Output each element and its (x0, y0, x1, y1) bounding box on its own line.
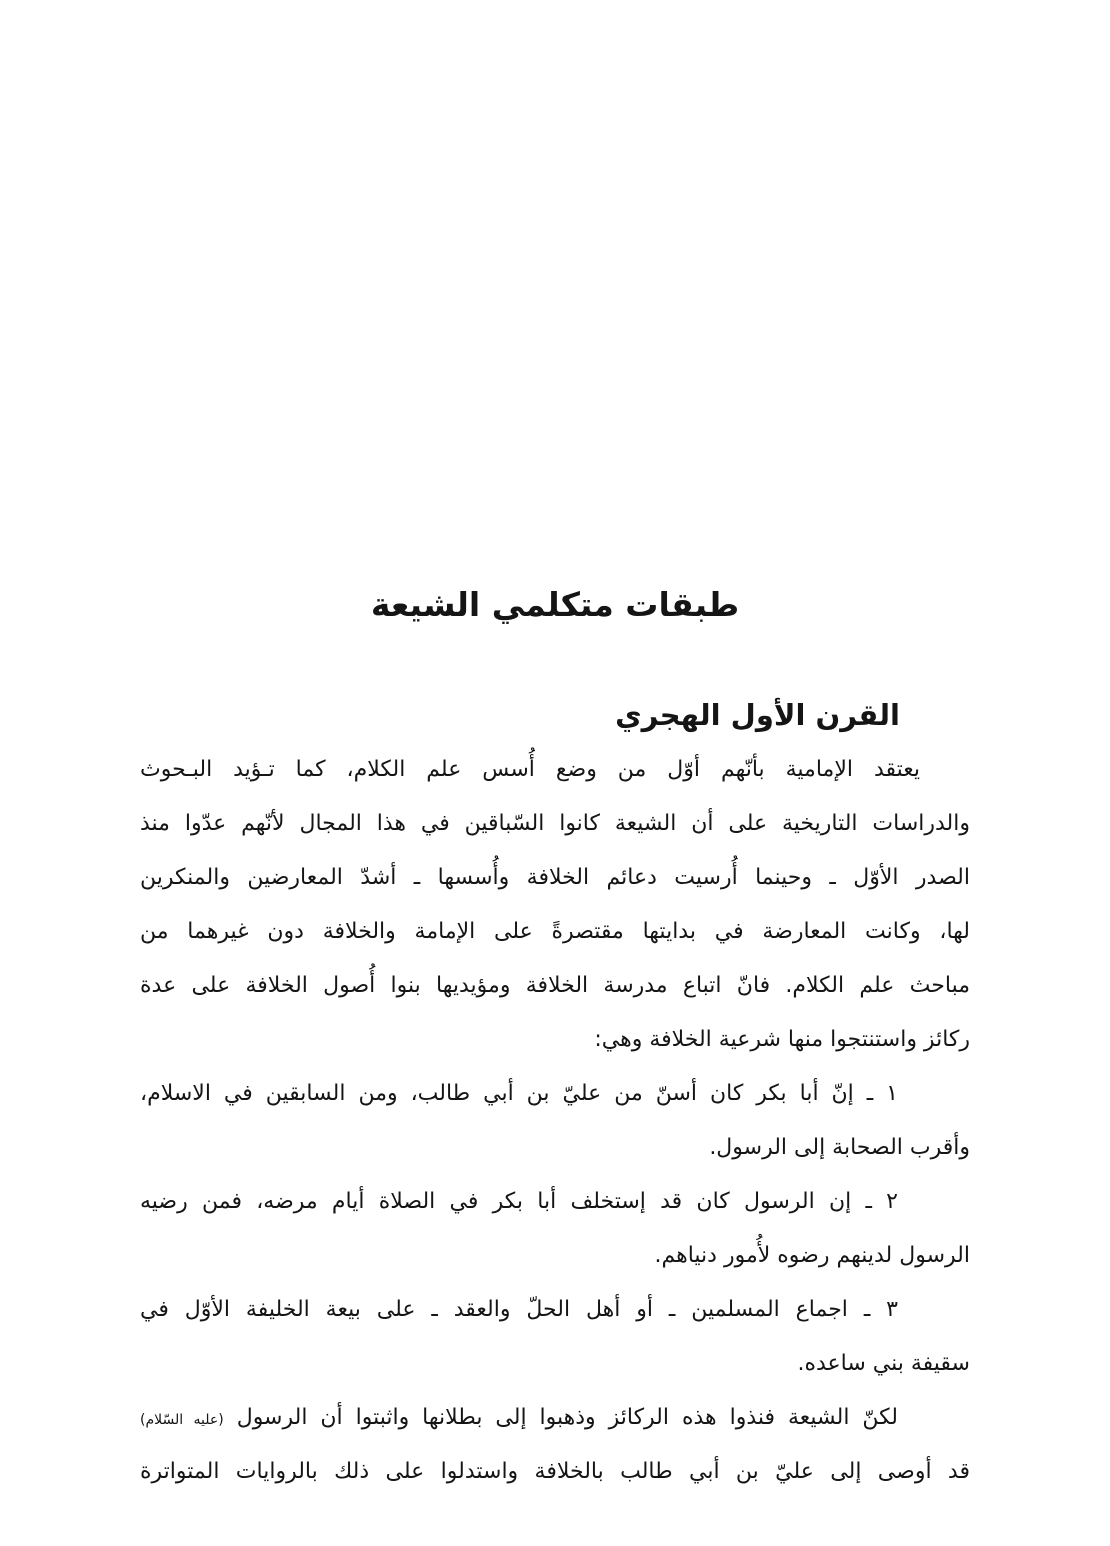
body-text (140, 743, 970, 1499)
paragraph-line (140, 1391, 970, 1445)
paragraph-line: والدراسات التاريخية على أن الشيعة كانوا السّباقين في هذا المجال لأنّهم عدّوا منذ (140, 811, 970, 836)
list-item-line: وأقرب الصحابة إلى الرسول. (709, 1135, 970, 1160)
paragraph-line: يعتقد الإمامية بأنّهم أوّل من وضع أُسس علم الكلام، كما تـؤيد البـحوث (140, 757, 920, 782)
list-item-line: ١ ـ إنّ أبا بكر كان أسنّ من عليّ بن أبي طالب، ومن السابقين في الاسلام، (140, 1081, 898, 1106)
list-item (140, 1175, 970, 1283)
paragraph-line: لها، وكانت المعارضة في بدايتها مقتصرةً على الإمامة والخلافة دون غيرهما من (140, 919, 970, 944)
paragraph-line: قد أوصى إلى عليّ بن أبي طالب بالخلافة واستدلوا على ذلك بالروايات المتواترة (140, 1459, 970, 1484)
list-item-line: ٣ ـ اجماع المسلمين ـ أو أهل الحلّ والعقد ـ على بيعة الخليفة الأوّل في (140, 1297, 898, 1322)
list-item-line: الرسول لدينهم رضوه لأُمور دنياهم. (654, 1243, 970, 1268)
list-item (140, 1067, 970, 1175)
closing-paragraph (140, 1391, 970, 1499)
list-item (140, 1283, 970, 1391)
paragraph-line: ركائز واستنتجوا منها شرعية الخلافة وهي: (594, 1027, 970, 1052)
intro-paragraph (140, 743, 970, 1067)
page-title: طبقات متكلمي الشيعة (370, 585, 740, 624)
list-item-line: ٢ ـ إن الرسول كان قد إستخلف أبا بكر في الصلاة أيام مرضه، فمن رضيه (140, 1189, 898, 1214)
paragraph-line: مباحث علم الكلام. فانّ اتباع مدرسة الخلافة ومؤيديها بنوا أُصول الخلافة على عدة (140, 973, 970, 998)
paragraph-line-text: لكنّ الشيعة فنذوا هذه الركائز وذهبوا إلى بطلانها واثبتوا أن الرسول (236, 1405, 899, 1430)
honorific-phrase: (عليه السّلام) (140, 1412, 224, 1428)
list-item-line: سقيفة بني ساعده. (797, 1351, 970, 1376)
paragraph-line: الصدر الأوّل ـ وحينما أُرسيت دعائم الخلافة وأُسسها ـ أشدّ المعارضين والمنكرين (140, 865, 970, 890)
section-heading: القرن الأول الهجري (615, 698, 900, 732)
